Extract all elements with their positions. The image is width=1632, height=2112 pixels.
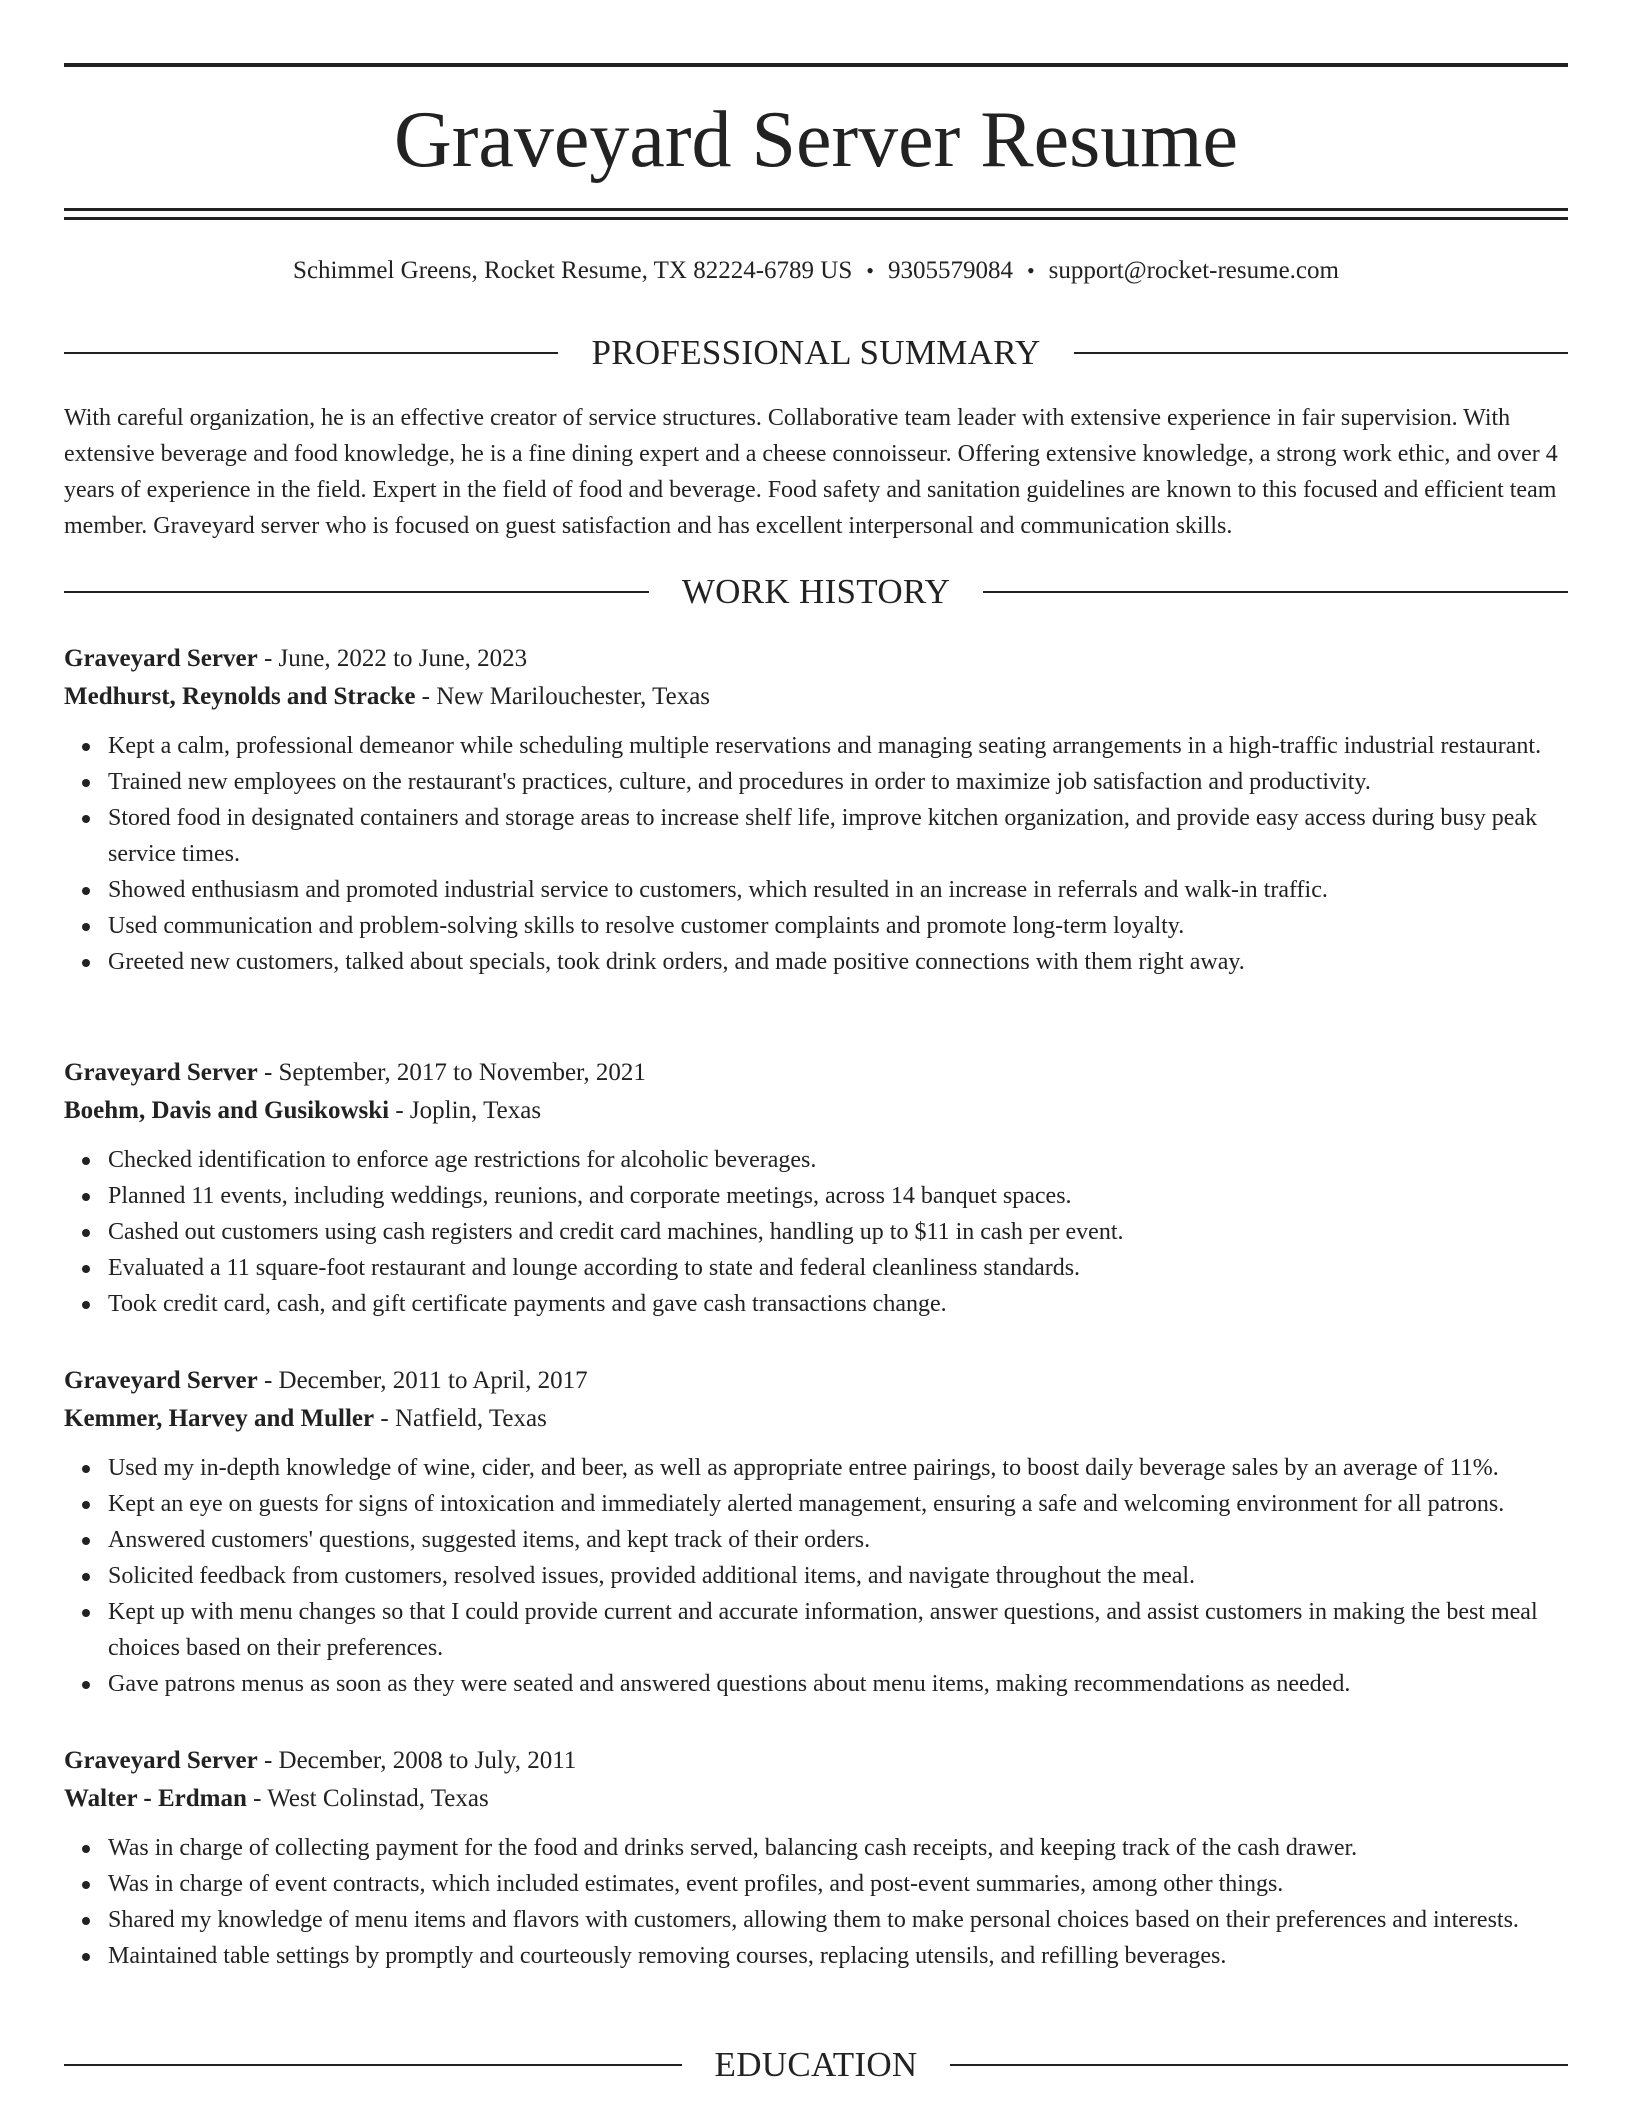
job-bullet: Solicited feedback from customers, resolved issues, provided additional items, and navigate throughout the meal. [108,1558,1568,1594]
heading-rule [64,2064,682,2066]
heading-rule [1074,352,1568,354]
job-bullet: Gave patrons menus as soon as they were seated and answered questions about menu items, making recommendations as needed. [108,1666,1568,1702]
job-employer: Boehm, Davis and Gusikowski [64,1097,390,1124]
job-employer: Walter - Erdman [64,1785,247,1812]
job-dates: - June, 2022 to June, 2023 [257,645,528,672]
section-heading-education [64,2045,1568,2085]
heading-rule [64,352,558,354]
job-bullet: Was in charge of collecting payment for the food and drinks served, balancing cash receipts, and keeping track of the cash drawer. [108,1830,1568,1866]
section-heading-work-history [64,572,1568,612]
job-bullet: Took credit card, cash, and gift certificate payments and gave cash transactions change. [108,1286,1568,1322]
job-bullet: Showed enthusiasm and promoted industrial service to customers, which resulted in an increase in referrals and walk-in traffic. [108,872,1568,908]
job-bullets [64,1450,1568,1702]
job-bullet: Checked identification to enforce age restrictions for alcoholic beverages. [108,1142,1568,1178]
title-double-rule [64,208,1568,220]
summary-text: With careful organization, he is an effective creator of service structures. Collaborative team leader with extensive experience in fair supervision. With extensive beverage and food knowledge, he is a fine dining expert and a cheese connoisseur. Offering extensive knowledge, a strong work ethic, and over 4 years of experience in the field. Expert in the field of food and beverage. Food safety and sanitation guidelines are known to this focused and efficient team member. Graveyard server who is focused on guest satisfaction and has excellent interpersonal and communication skills. [64,405,1558,539]
job-bullet: Was in charge of event contracts, which included estimates, event profiles, and post-event summaries, among other things. [108,1866,1568,1902]
top-rule [64,63,1568,67]
job-dates: - December, 2008 to July, 2011 [257,1747,577,1774]
job-bullet: Greeted new customers, talked about specials, took drink orders, and made positive connections with them right away. [108,944,1568,980]
job-bullet: Evaluated a 11 square-foot restaurant and lounge according to state and federal cleanliness standards. [108,1250,1568,1286]
job-bullet: Stored food in designated containers and storage areas to increase shelf life, improve kitchen organization, and provide easy access during busy peak service times. [108,800,1568,872]
section-title: EDUCATION [714,2045,918,2084]
job-bullet: Trained new employees on the restaurant's practices, culture, and procedures in order to maximize job satisfaction and productivity. [108,764,1568,800]
contact-phone: 9305579084 [887,257,1013,284]
section-title: PROFESSIONAL SUMMARY [591,333,1041,372]
job-employer: Kemmer, Harvey and Muller [64,1405,375,1432]
job-location: - Joplin, Texas [389,1097,542,1124]
job-title: Graveyard Server [64,1367,258,1394]
contact-separator: • [866,258,874,283]
job-bullet: Kept a calm, professional demeanor while scheduling multiple reservations and managing seating arrangements in a high-traffic industrial restaurant. [108,728,1568,764]
job-bullet: Cashed out customers using cash registers and credit card machines, handling up to $11 in cash per event. [108,1214,1568,1250]
contact-email: support@rocket-resume.com [1048,257,1339,284]
job-entry [64,1742,1568,1974]
job-entry [64,640,1568,980]
job-bullet: Kept an eye on guests for signs of intoxication and immediately alerted management, ensuring a safe and welcoming environment for all patrons. [108,1486,1568,1522]
job-bullet: Answered customers' questions, suggested items, and kept track of their orders. [108,1522,1568,1558]
heading-rule [64,591,649,593]
job-bullets [64,1830,1568,1974]
job-location: - West Colinstad, Texas [246,1785,489,1812]
job-location: - New Marilouchester, Texas [415,683,711,710]
section-title: WORK HISTORY [681,572,951,611]
job-dates: - December, 2011 to April, 2017 [257,1367,588,1394]
job-bullet: Used communication and problem-solving skills to resolve customer complaints and promote long-term loyalty. [108,908,1568,944]
contact-line [64,254,1568,288]
job-bullet: Planned 11 events, including weddings, reunions, and corporate meetings, across 14 banquet spaces. [108,1178,1568,1214]
job-bullet: Maintained table settings by promptly and courteously removing courses, replacing utensils, and refilling beverages. [108,1938,1568,1974]
resume-title: Graveyard Server Resume [393,96,1239,184]
job-employer: Medhurst, Reynolds and Stracke [64,683,416,710]
job-bullet: Shared my knowledge of menu items and flavors with customers, allowing them to make personal choices based on their preferences and interests. [108,1902,1568,1938]
job-title: Graveyard Server [64,1059,258,1086]
job-bullets [64,728,1568,980]
job-bullets [64,1142,1568,1322]
contact-address: Schimmel Greens, Rocket Resume, TX 82224-6789 US [293,257,853,284]
job-entry [64,1362,1568,1702]
job-title: Graveyard Server [64,645,258,672]
job-bullet: Used my in-depth knowledge of wine, cider, and beer, as well as appropriate entree pairings, to boost daily beverage sales by an average of 11%. [108,1450,1568,1486]
job-bullet: Kept up with menu changes so that I could provide current and accurate information, answer questions, and assist customers in making the best meal choices based on their preferences. [108,1594,1568,1666]
section-heading-summary [64,333,1568,373]
heading-rule [950,2064,1568,2066]
job-title: Graveyard Server [64,1747,258,1774]
job-dates: - September, 2017 to November, 2021 [257,1059,646,1086]
job-entry [64,1054,1568,1322]
heading-rule [983,591,1568,593]
job-location: - Natfield, Texas [374,1405,547,1432]
contact-separator: • [1026,258,1035,283]
